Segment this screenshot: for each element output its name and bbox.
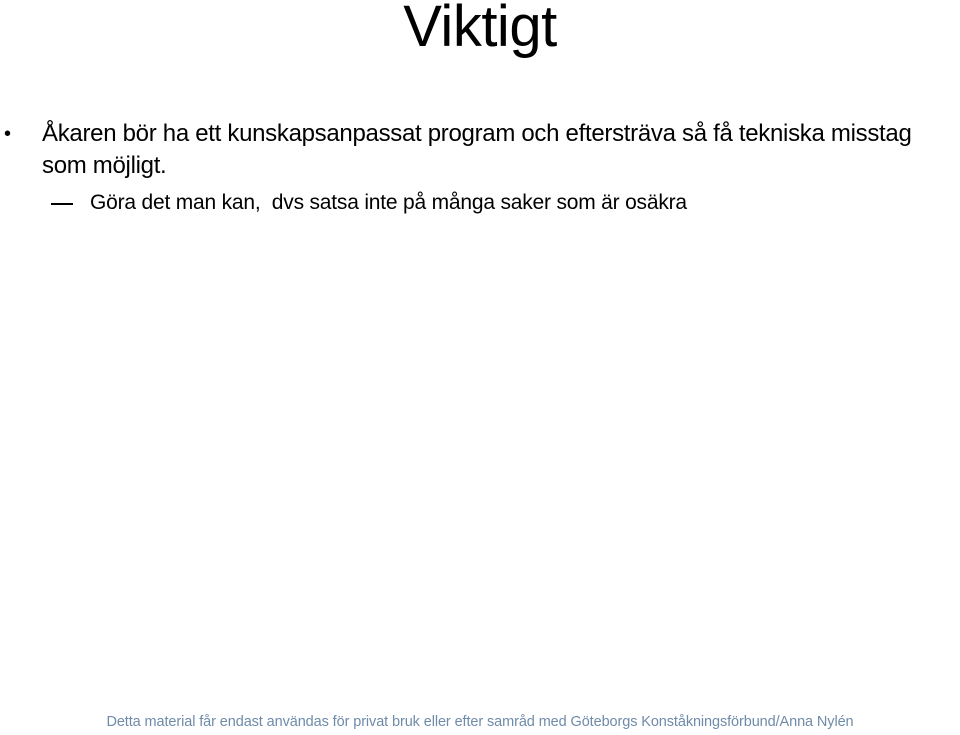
slide-title: Viktigt	[403, 0, 557, 59]
slide-footer: Detta material får endast användas för privat bruk eller efter samråd med Göteborgs Konståkningsförbund/Anna Nylén	[106, 714, 854, 730]
bullet-dot-icon: •	[4, 123, 11, 145]
bullet-text: Åkaren bör ha ett kunskapsanpassat program och eftersträva så få tekniska misstag som möjligt.	[42, 120, 912, 179]
sub-bullet-text: Göra det man kan, dvs satsa inte på många saker som är osäkra	[90, 191, 687, 214]
bullet-item	[0, 118, 960, 182]
sub-bullet-item	[0, 188, 960, 218]
slide-content	[0, 118, 960, 218]
dash-icon	[51, 203, 73, 205]
